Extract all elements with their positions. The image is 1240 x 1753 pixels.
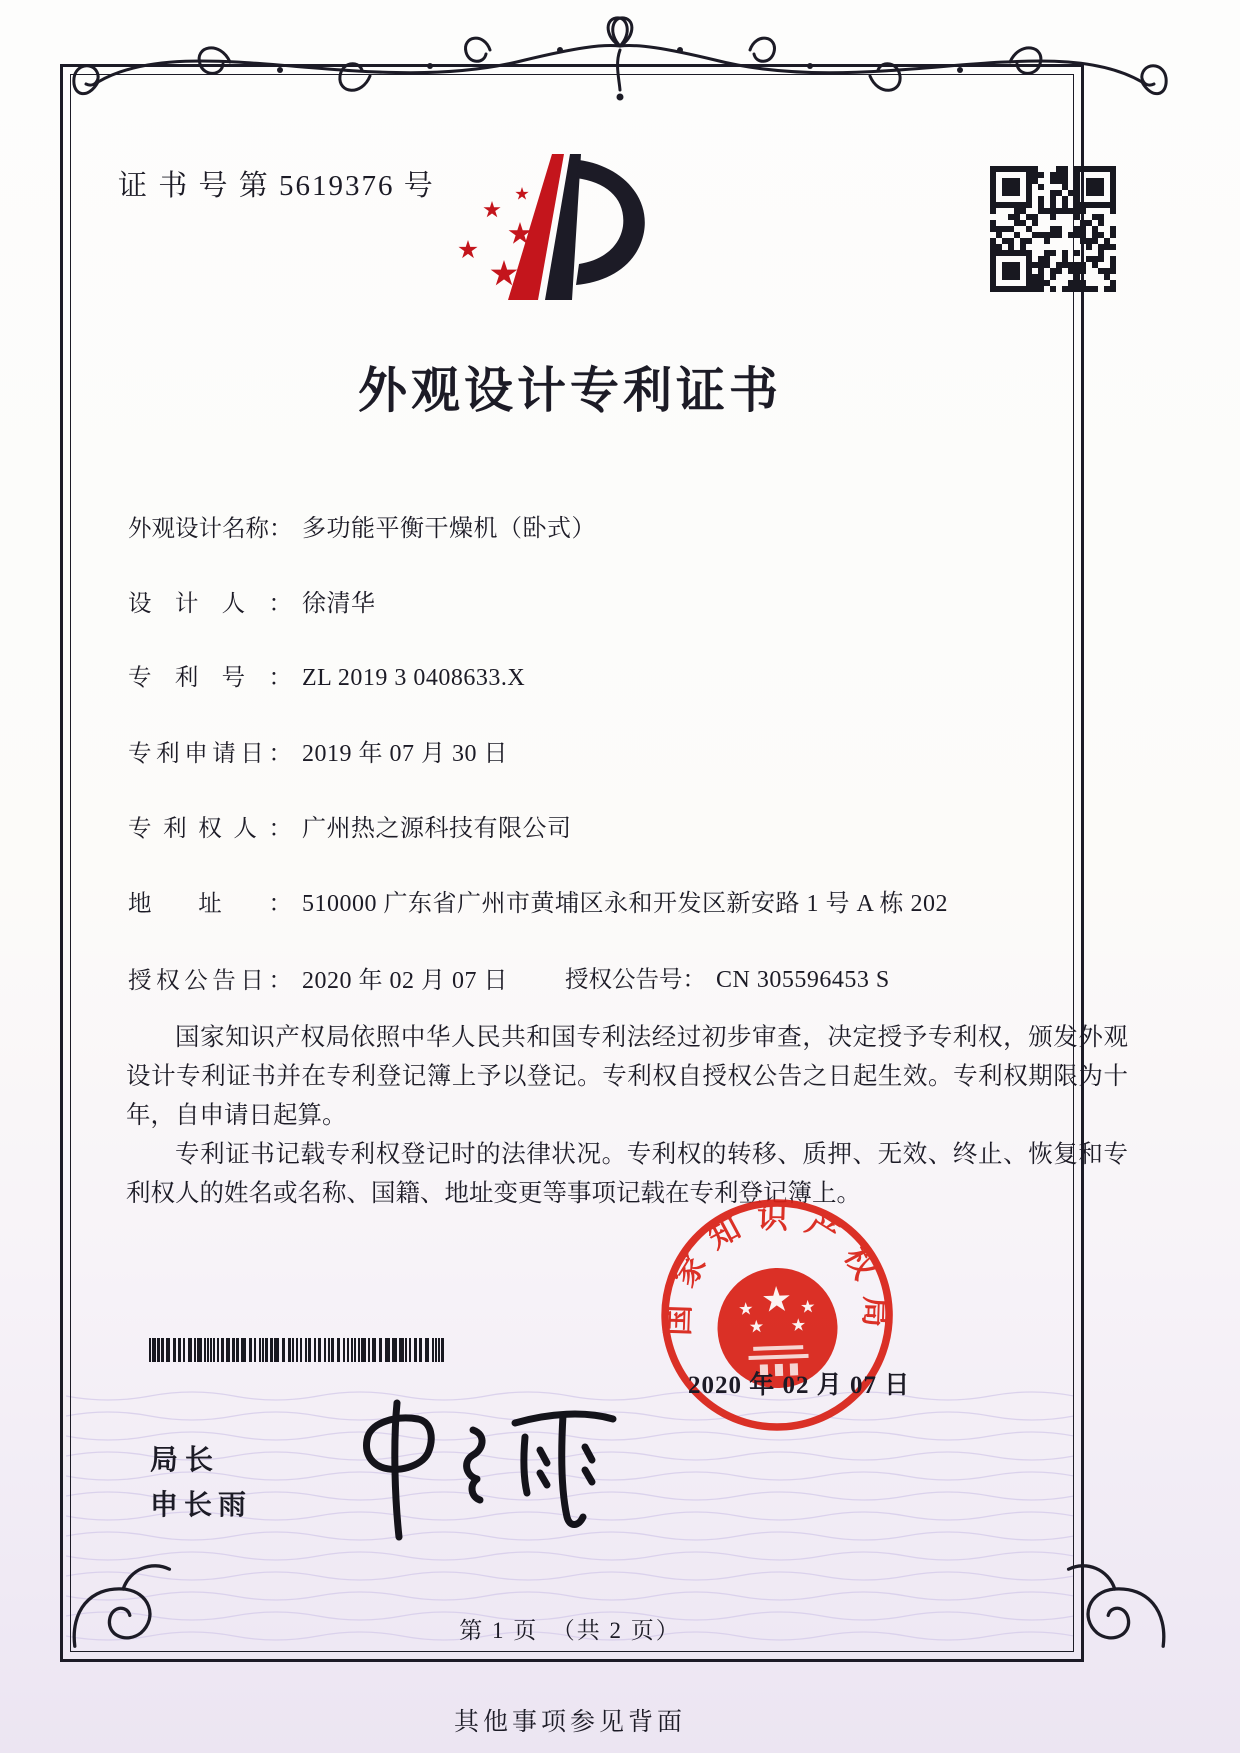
cnipa-logo-icon xyxy=(452,152,664,304)
legal-text xyxy=(126,1018,1128,1213)
body-paragraph-1: 国家知识产权局依照中华人民共和国专利法经过初步审查，决定授予专利权，颁发外观设计专利证书并在专利登记簿上予以登记。专利权自授权公告之日起生效。专利权期限为十年，自申请日起算。 xyxy=(126,1024,1128,1129)
field-value: 多功能平衡干燥机（卧式） xyxy=(302,516,596,542)
field-value: 广州热之源科技有限公司 xyxy=(302,816,572,842)
field-row-designer xyxy=(128,583,1078,618)
barcode-icon xyxy=(149,1338,449,1362)
field-label: 外观设计名称： xyxy=(128,516,293,542)
grant-number-group xyxy=(565,960,890,994)
field-row-filing-date xyxy=(128,733,1078,768)
qr-code-icon xyxy=(990,166,1116,292)
field-value: ZL 2019 3 0408633.X xyxy=(302,665,526,691)
field-row-design-name xyxy=(128,508,1078,543)
signer-name: 申长雨 xyxy=(150,1490,253,1521)
field-value: 2020 年 02 月 07 日 xyxy=(302,968,508,994)
field-label: 授权公告日： xyxy=(128,968,292,994)
field-row-grant xyxy=(128,960,1078,995)
field-value: 510000 广东省广州市黄埔区永和开发区新安路 1 号 A 栋 202 xyxy=(302,891,949,917)
certificate-number: 证 书 号 第 5619376 号 xyxy=(118,170,435,202)
page-indicator: 第 1 页 （共 2 页） xyxy=(459,1618,681,1643)
field-value: 2019 年 07 月 30 日 xyxy=(302,741,508,767)
field-row-patentee xyxy=(128,808,1078,843)
field-value: CN 305596453 S xyxy=(716,967,890,993)
seal-text: 国家知识产权局 xyxy=(660,1199,894,1343)
field-label: 设计人： xyxy=(128,591,292,617)
body-paragraph-2: 专利证书记载专利权登记时的法律状况。专利权的转移、质押、无效、终止、恢复和专利权人的姓名或名称、国籍、地址变更等事项记载在专利登记簿上。 xyxy=(126,1141,1128,1207)
certificate-title: 外观设计专利证书 xyxy=(357,363,782,418)
field-label: 专利申请日： xyxy=(128,741,292,767)
bottom-right-flourish xyxy=(1062,1545,1172,1655)
field-row-address xyxy=(128,883,1078,918)
field-row-patent-number xyxy=(128,658,1078,692)
official-seal-icon xyxy=(648,1184,907,1443)
top-flourish-ornament xyxy=(70,4,1170,114)
field-label: 地址： xyxy=(128,891,292,917)
field-label: 专利权人： xyxy=(128,816,292,842)
signature-icon xyxy=(335,1395,625,1545)
field-label: 授权公告号： xyxy=(565,967,706,993)
seal-date: 2020 年 02 月 07 日 xyxy=(688,1372,911,1399)
field-label: 专利号： xyxy=(128,665,292,691)
signer-title: 局长 xyxy=(150,1445,221,1476)
back-note: 其他事项参见背面 xyxy=(453,1709,686,1736)
field-value: 徐清华 xyxy=(302,591,376,617)
